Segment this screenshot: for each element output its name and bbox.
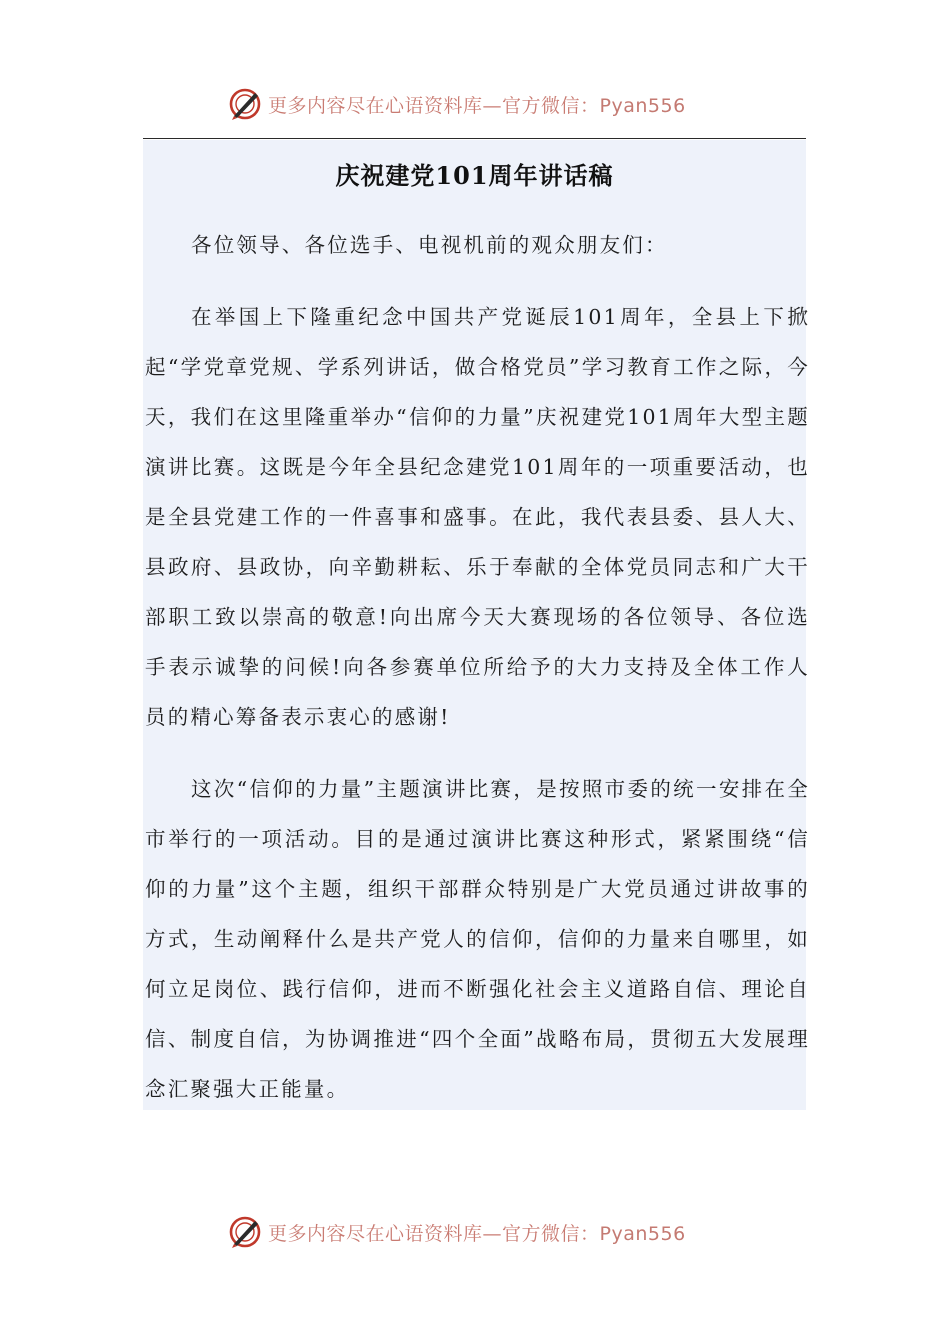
watermark-text: 更多内容尽在心语资料库—官方微信：Pyan556 [268, 1222, 686, 1245]
page-title: 庆祝建党101周年讲话稿 [335, 161, 614, 190]
body-paragraph: 在举国上下隆重纪念中国共产党诞辰101周年，全县上下掀起“学党章党规、学系列讲话，做合格党员”学习教育工作之际，今天，我们在这里隆重举办“信仰的力量”庆祝建党101周年大型主题演讲比赛。这既是今年全县纪念建党101周年的一项重要活动，也是全县党建工作的一件喜事和盛事。在此，我代表县委、县人大、县政府、县政协，向辛勤耕耘、乐于奉献的全体党员同志和广大干部职工致以崇高的敬意!向出席今天大赛现场的各位领导、各位选手表示诚挚的问候!向各参赛单位所给予的大力支持及全体工作人员的精心筹备表示衷心的感谢! [145, 305, 810, 729]
pen-circle-icon [228, 1215, 262, 1249]
header-rule [143, 138, 806, 139]
watermark-handle: Pyan556 [599, 1222, 686, 1245]
watermark-handle: Pyan556 [599, 94, 686, 117]
body-paragraph: 这次“信仰的力量”主题演讲比赛，是按照市委的统一安排在全市举行的一项活动。目的是通过演讲比赛这种形式，紧紧围绕“信仰的力量”这个主题，组织干部群众特别是广大党员通过讲故事的方式，生动阐释什么是共产党人的信仰，信仰的力量来自哪里，如何立足岗位、践行信仰，进而不断强化社会主义道路自信、理论自信、制度自信，为协调推进“四个全面”战略布局，贯彻五大发展理念汇聚强大正能量。 [145, 777, 810, 1101]
footer-watermark [228, 1212, 748, 1252]
document-body [143, 140, 810, 1110]
watermark-text: 更多内容尽在心语资料库—官方微信：Pyan556 [268, 94, 686, 117]
greeting-paragraph: 各位领导、各位选手、电视机前的观众朋友们： [191, 233, 668, 257]
pen-circle-icon [228, 87, 262, 121]
header-watermark [228, 84, 748, 124]
